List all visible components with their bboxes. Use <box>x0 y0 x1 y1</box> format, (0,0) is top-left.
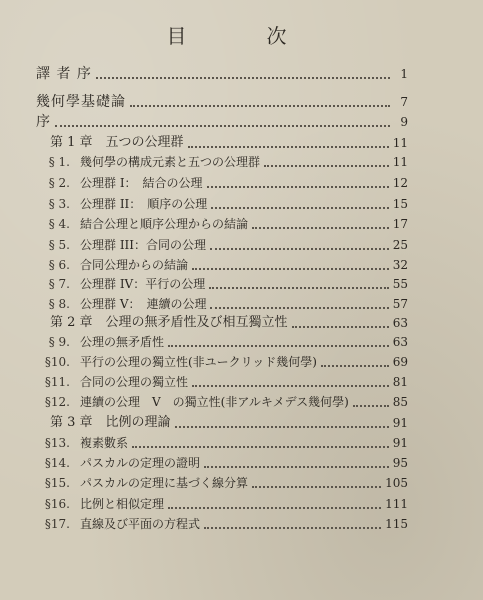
dot-leader <box>207 186 389 188</box>
toc-page-number: 32 <box>392 258 408 272</box>
toc-page-number: 11 <box>392 155 408 169</box>
dot-leader <box>192 385 389 387</box>
toc-entry-title: 第 2 章 公理の無矛盾性及び相互獨立性 <box>50 315 288 330</box>
toc-entry <box>40 214 408 234</box>
dot-leader <box>353 405 389 407</box>
toc-entry <box>40 173 408 193</box>
toc-entry-title: 幾何學基礎論 <box>36 94 126 110</box>
toc-entry-title: 幾何學の構成元素と五つの公理群 <box>80 155 261 169</box>
toc-page-number: 1 <box>400 67 408 81</box>
toc-entry-title: 譯 者 序 <box>36 66 92 82</box>
toc-page-number: 105 <box>385 476 408 490</box>
toc-section-number: §12. <box>44 395 70 409</box>
dot-leader <box>188 146 389 148</box>
toc-page-number: 17 <box>392 217 408 231</box>
toc-page-number: 91 <box>392 436 408 450</box>
toc-section-number: § 9. <box>48 335 70 349</box>
toc-section-number: § 5. <box>48 238 70 252</box>
toc-entry <box>40 294 408 314</box>
dot-leader <box>192 268 389 270</box>
toc-entry-title: 公理群 II： 順序の公理 <box>80 197 208 211</box>
toc-page-number: 81 <box>392 375 408 389</box>
toc-entry <box>40 255 408 275</box>
toc-section-number: §15. <box>44 476 70 490</box>
toc-entry <box>40 352 408 372</box>
toc-entry <box>50 413 408 433</box>
toc-entry-title: 公理群 III：合同の公理 <box>80 238 207 252</box>
toc-entry-title: 第 1 章 五つの公理群 <box>50 135 184 150</box>
toc-entry <box>40 194 408 214</box>
toc-page-number: 9 <box>400 115 408 129</box>
toc-entry <box>40 453 408 473</box>
toc-entry-title: 第 3 章 比例の理論 <box>50 415 171 430</box>
toc-entry <box>40 152 408 172</box>
toc-section-number: § 4. <box>48 217 70 231</box>
toc-page-number: 85 <box>392 395 408 409</box>
toc-entry <box>40 235 408 255</box>
dot-leader <box>168 345 389 347</box>
toc-entry-title: 合同公理からの結論 <box>80 258 189 272</box>
toc-section-number: § 7. <box>48 277 70 291</box>
toc-entry-title: 結合公理と順序公理からの結論 <box>80 217 249 231</box>
toc-page-number: 7 <box>400 95 408 109</box>
dot-leader <box>252 227 389 229</box>
dot-leader <box>264 165 389 167</box>
toc-entry-title: 公理の無矛盾性 <box>80 335 165 349</box>
toc-entry <box>50 313 408 333</box>
toc-entry <box>36 112 408 132</box>
dot-leader <box>321 365 389 367</box>
dot-leader <box>210 248 389 250</box>
toc-entry-title: 比例と相似定理 <box>80 497 165 511</box>
toc-section-number: §16. <box>44 497 70 511</box>
toc-page-number: 12 <box>392 176 408 190</box>
toc-entry <box>40 372 408 392</box>
toc-entry-title: パスカルの定理に基づく線分算 <box>80 476 249 490</box>
toc-section-number: §14. <box>44 456 70 470</box>
dot-leader <box>55 125 390 127</box>
toc-page-number: 15 <box>392 197 408 211</box>
dot-leader <box>96 77 390 79</box>
toc-entry <box>40 514 408 534</box>
toc-page-number: 11 <box>392 136 408 150</box>
toc-entry-title: 公理群 IV：平行の公理 <box>80 277 206 291</box>
toc-section-number: §10. <box>44 355 70 369</box>
dot-leader <box>204 466 389 468</box>
toc-entry <box>40 392 408 412</box>
toc-entry <box>36 64 408 84</box>
toc-entry <box>40 494 408 514</box>
dot-leader <box>175 426 389 428</box>
toc-page-number: 25 <box>392 238 408 252</box>
dot-leader <box>211 207 388 209</box>
toc-entry-title: 直線及び平面の方程式 <box>80 517 201 531</box>
toc-entry <box>40 473 408 493</box>
toc-page-number: 69 <box>392 355 408 369</box>
dot-leader <box>132 446 389 448</box>
toc-page-number: 115 <box>385 517 408 531</box>
toc-page-number: 111 <box>385 497 408 511</box>
toc-entry-title: 平行の公理の獨立性(非ユークリッド幾何學) <box>80 355 317 369</box>
toc-entry-title: 公理群 V： 連續の公理 <box>80 297 207 311</box>
toc-section-number: § 1. <box>48 155 70 169</box>
toc-section-number: §17. <box>44 517 70 531</box>
page-title: 目 次 <box>166 24 317 48</box>
toc-section-number: § 6. <box>48 258 70 272</box>
toc-entry-title: 連續の公理 V の獨立性(非アルキメデス幾何學) <box>80 395 349 409</box>
dot-leader <box>292 326 389 328</box>
toc-entry <box>36 92 408 112</box>
dot-leader <box>210 307 388 309</box>
toc-section-number: § 8. <box>48 297 70 311</box>
dot-leader <box>168 507 381 509</box>
toc-page-number: 63 <box>392 316 408 330</box>
dot-leader <box>130 105 390 107</box>
toc-page-number: 57 <box>392 297 408 311</box>
toc-section-number: §11. <box>44 375 70 389</box>
toc-entry-title: パスカルの定理の證明 <box>80 456 201 470</box>
dot-leader <box>204 527 381 529</box>
toc-page-number: 95 <box>392 456 408 470</box>
toc-section-number: §13. <box>44 436 70 450</box>
toc-entry <box>40 332 408 352</box>
dot-leader <box>209 287 388 289</box>
toc-page-number: 91 <box>392 416 408 430</box>
toc-entry-title: 合同の公理の獨立性 <box>80 375 189 389</box>
toc-page-number: 63 <box>392 335 408 349</box>
toc-entry-title: 公理群 I： 結合の公理 <box>80 176 203 190</box>
dot-leader <box>252 486 381 488</box>
toc-entry-title: 複素數系 <box>80 436 129 450</box>
toc-entry <box>50 133 408 153</box>
toc-entry-title: 序 <box>36 114 51 130</box>
toc-section-number: § 2. <box>48 176 70 190</box>
toc-entry <box>40 433 408 453</box>
toc-entry <box>40 274 408 294</box>
toc-page-number: 55 <box>392 277 408 291</box>
toc-section-number: § 3. <box>48 197 70 211</box>
